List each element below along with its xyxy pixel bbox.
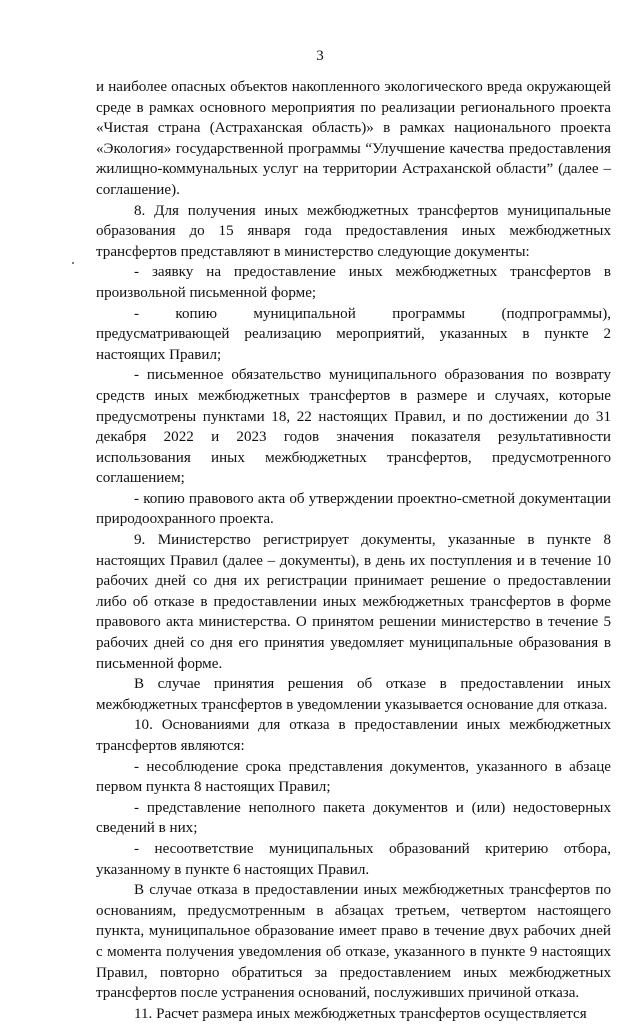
- list-item-criteria-mismatch: - несоответствие муниципальных образований критерию отбора, указанному в пункте 6 настоящих Правил.: [96, 840, 611, 878]
- list-item-written-obligation: - письменное обязательство муниципального образования по возврату средств иных межбюджетных трансфертов в размере и случаях, которые предусмотрены пунктами 18, 22 настоящих Правил, и по достижении до 31 декабря 2022 и 2023 годов значения показателя результативности использования иных межбюджетных трансфертов, предусмотренного соглашением;: [96, 367, 611, 487]
- paragraph-item-8: 8. Для получения иных межбюджетных трансфертов муниципальные образования до 15 января года предоставления иных межбюджетных трансфертов представляют в министерство следующие документы:: [96, 202, 611, 260]
- list-item-incomplete-package: - представление неполного пакета документов и (или) недостоверных сведений в них;: [96, 799, 611, 837]
- document-body: [96, 77, 611, 1024]
- scan-speck: [72, 262, 74, 264]
- paragraph-item-11: 11. Расчет размера иных межбюджетных трансфертов осуществляется: [134, 1005, 587, 1022]
- list-item-deadline-violation: - несоблюдение срока представления документов, указанного в абзаце первом пункта 8 настоящих Правил;: [96, 758, 611, 796]
- list-item-legal-act-copy: - копию правового акта об утверждении проектно-сметной документации природоохранного проекта.: [96, 490, 611, 528]
- paragraph-item-9: 9. Министерство регистрирует документы, указанные в пункте 8 настоящих Правил (далее – документы), в день их поступления и в течение 10 рабочих дней со дня их регистрации принимает решение о предоставлении либо об отказе в предоставлении иных межбюджетных трансфертов в форме правового акта министерства. О принятом решении министерство в течение 5 рабочих дней со дня его принятия уведомляет муниципальные образования в письменной форме.: [96, 532, 611, 672]
- paragraph-agreement-continuation: и наиболее опасных объектов накопленного экологического вреда окружающей среде в рамках основного мероприятия по реализации регионального проекта «Чистая страна (Астраханская область)» в рамках национального проекта «Экология» государственной программы “Улучшение качества предоставления жилищно-коммунальных услуг на территории Астраханской области” (далее – соглашение).: [96, 79, 611, 198]
- list-item-application: - заявку на предоставление иных межбюджетных трансфертов в произвольной письменной форме;: [96, 264, 611, 301]
- paragraph-item-10: 10. Основаниями для отказа в предоставлении иных межбюджетных трансфертов являются:: [96, 717, 611, 754]
- paragraph-refusal-notice: В случае принятия решения об отказе в предоставлении иных межбюджетных трансфертов в уведомлении указывается основание для отказа.: [96, 676, 611, 713]
- list-item-program-copy: - копию муниципальной программы (подпрограммы), предусматривающей реализацию мероприятий, указанных в пункте 2 настоящих Правил;: [96, 305, 611, 363]
- paragraph-repeat-application: В случае отказа в предоставлении иных межбюджетных трансфертов по основаниям, предусмотренным в абзацах третьем, четвертом настоящего пункта, муниципальное образование имеет право в течение двух рабочих дней с момента получения уведомления об отказе, указанного в пункте 9 настоящих Правил, повторно обратиться за предоставлением иных межбюджетных трансфертов после устранения оснований, послуживших причиной отказа.: [96, 882, 611, 1002]
- page-number: 3: [316, 48, 324, 64]
